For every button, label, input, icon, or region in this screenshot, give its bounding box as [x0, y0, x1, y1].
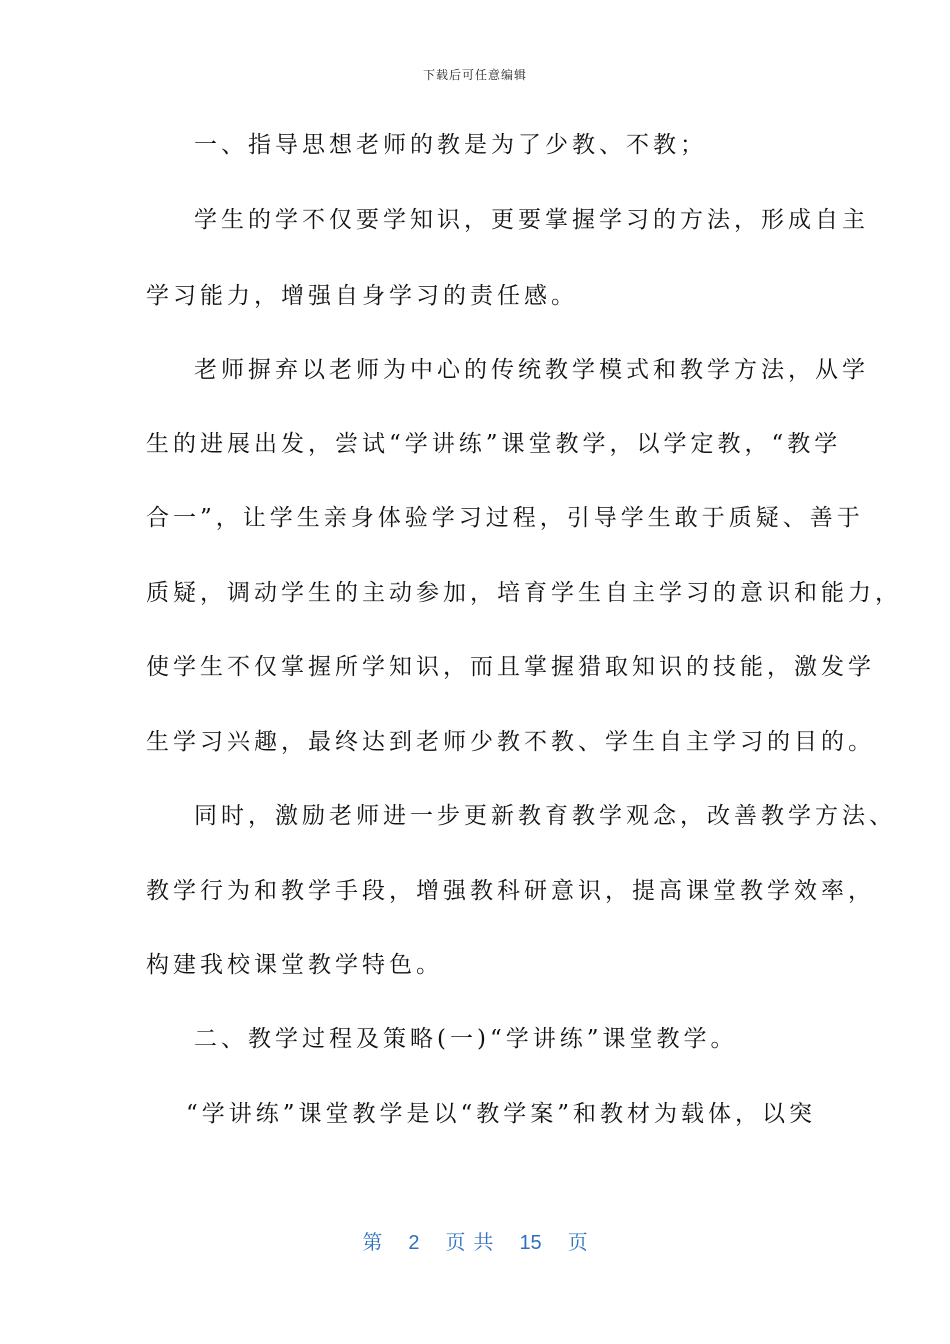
- total-pages: 15: [519, 1232, 542, 1254]
- text-line: 学习能力，增强自身学习的责任感。: [146, 283, 578, 309]
- text-line: 教学行为和教学手段，增强教科研意识，提高课堂教学效率，: [146, 878, 875, 904]
- text-line: 合一”，让学生亲身体验学习过程，引导学生敢于质疑、善于: [146, 505, 864, 531]
- page-number: 2: [408, 1232, 420, 1254]
- text-line: 使学生不仅掌握所学知识，而且掌握猎取知识的技能，激发学: [146, 654, 875, 680]
- text-line: 生的进展出发，尝试“学讲练”课堂教学，以学定教，“教学: [146, 431, 842, 457]
- text-line: 构建我校课堂教学特色。: [146, 952, 443, 978]
- text-line: 一、指导思想老师的教是为了少教、不教；: [194, 132, 707, 158]
- text-line: 同时，激励老师进一步更新教育教学观念，改善教学方法、: [194, 803, 896, 829]
- text-line: 生学习兴趣，最终达到老师少教不教、学生自主学习的目的。: [146, 729, 875, 755]
- text-line: 学生的学不仅要学知识，更要掌握学习的方法，形成自主: [194, 207, 869, 233]
- text-line: “学讲练”课堂教学是以“教学案”和教材为载体，以突: [186, 1101, 817, 1127]
- page-mid-label: 页共: [445, 1232, 502, 1254]
- text-line: 二、教学过程及策略(一)“学讲练”课堂教学。: [194, 1026, 738, 1052]
- page-footer: [0, 1226, 950, 1255]
- page-label: 第: [362, 1232, 383, 1254]
- page-header: 下载后可任意编辑: [422, 68, 527, 82]
- text-line: 老师摒弃以老师为中心的传统教学模式和教学方法，从学: [194, 357, 869, 383]
- page-end-label: 页: [567, 1232, 588, 1254]
- text-line: 质疑，调动学生的主动参加，培育学生自主学习的意识和能力，: [146, 580, 902, 606]
